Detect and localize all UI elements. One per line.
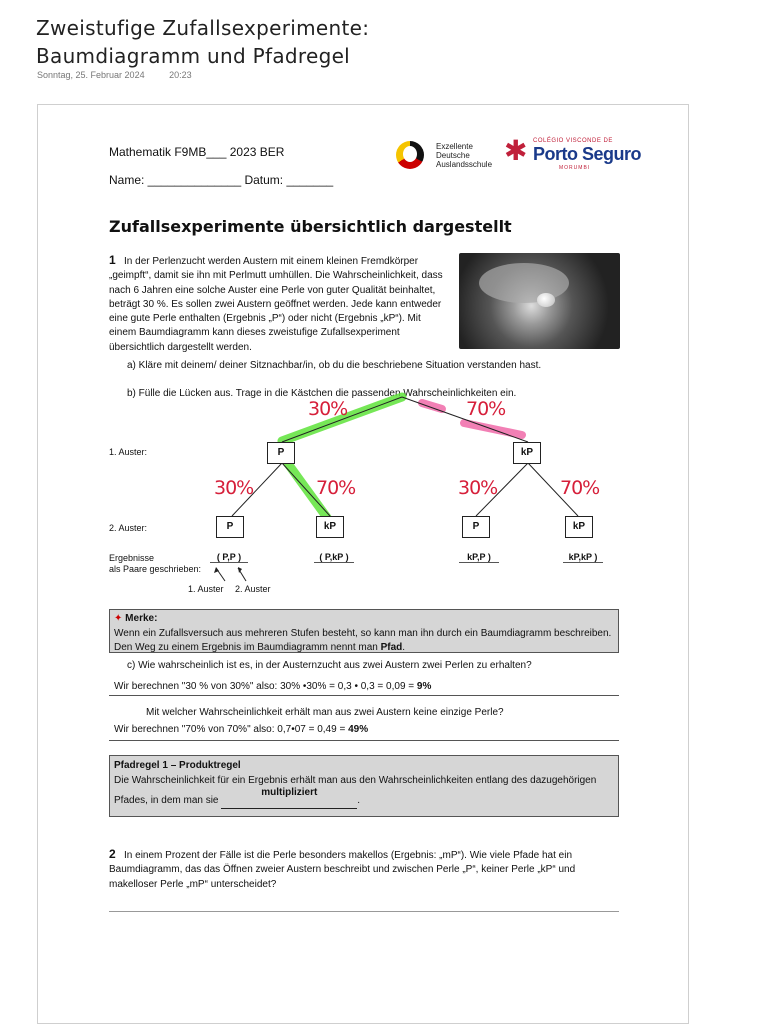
course-line: Mathematik F9MB___ 2023 BER [109,145,285,159]
page-date: Sonntag, 25. Februar 2024 [37,70,145,80]
logo-big-text: Porto Seguro [533,144,642,164]
label-first-oyster: 1. Auster: [109,447,148,457]
node-l2-p-kp: kP [316,516,344,538]
page-title-line2: Baumdiagramm und Pfadregel [36,44,351,68]
arrow-heads [214,567,242,573]
branch-root-kp [402,397,528,442]
task1-a: a) Kläre mit deinem/ deiner Sitznachbar/in, ob du die beschriebene Situation verstanden hast. [127,360,542,371]
logo-sub-text: MORUMBI [559,165,591,171]
eds-logo-line: Exzellente [436,142,473,151]
node-l1-kp: kP [513,442,541,464]
task1-text: In der Perlenzucht werden Austern mit einem kleinen Fremdkörper „geimpft“, damit sie ihn mit Perlmutt umhüllen. Die Wahrscheinlichkeit, dass nach 6 Jahren eine solche Auster eine Perle von guter Qualität beinhaltet, beträgt 30 %. Es sollen zwei Austern geöffnet werden. Jede kann entweder eine gute Perle enthalten (Ergebnis „P“) oder nicht (Ergebnis „kP“). Mit einem Baumdiagramm kann dieses zweistufige Zufallsexperiment übersichtlich dargestellt werden. [109,256,443,353]
pfadregel-line2-start: Pfades, in dem man sie [114,795,219,806]
answer-line-2 [109,740,619,741]
arrow-label-first: 1. Auster [188,584,224,594]
answer-line-3 [109,911,619,912]
hw-p-kp: 70% [316,477,356,499]
result-p-kp: ( P,kP ) [314,552,354,563]
pfadregel-box [109,755,619,817]
pfadregel-line1: Die Wahrscheinlichkeit für ein Ergebnis erhält man aus den Wahrscheinlichkeiten entlang des dazugehörigen [114,775,597,786]
result-kp-p: kP,P ) [459,552,499,563]
pfadregel-fill: multipliziert [261,787,318,798]
page-time: 20:23 [169,70,192,80]
task1-c-answer2 [114,723,368,737]
merke-bold: Pfad [380,642,403,653]
task2-number: 2 [109,847,116,861]
tree-branches [216,397,578,581]
hw-kp-p: 30% [458,477,498,499]
task1-b: b) Fülle die Lücken aus. Trage in die Kästchen die passenden Wahrscheinlichkeiten ein. [127,388,517,399]
worksheet-image [37,104,689,1024]
c-answer2-text: Wir berechnen "70% von 70%" also: 0,7•07 = 0,49 = [114,724,346,735]
task1-c-answer [114,680,431,694]
pfadregel-line2-end: . [357,795,361,806]
pfadregel-title: Pfadregel 1 – Produktregel [114,760,241,771]
logo-small-text: COLÉGIO VISCONDE DE [533,138,613,144]
task1-c-question: c) Wie wahrscheinlich ist es, in der Austernzucht aus zwei Austern zwei Perlen zu erhalten? [127,660,532,671]
merke-text: Wenn ein Zufallsversuch aus mehreren Stufen besteht, so kann man ihn durch ein Baumdiagramm beschreiben. Den Weg zu einem Ergebnis im Baumdiagramm nennt man [114,627,612,653]
worksheet-heading: Zufallsexperimente übersichtlich dargestellt [109,217,512,236]
page-title-line1: Zweistufige Zufallsexperimente: [36,16,370,40]
c-answer2-bold: 49% [348,724,369,735]
task1-number: 1 [109,253,116,267]
merke-box [109,609,619,653]
label-results [109,553,201,575]
eds-logo-line: Deutsche [436,151,470,160]
c-answer-text: Wir berechnen "30 % von 30%" also: 30% •30% = 0,3 • 0,3 = 0,09 = [114,681,415,692]
task2-paragraph [109,847,621,892]
node-l2-kp-p: P [462,516,490,538]
node-l1-p: P [267,442,295,464]
answer-line-1 [109,695,619,696]
hw-root-kp: 70% [466,398,506,420]
result-p-p: ( P,P ) [210,552,248,563]
tree-diagram [38,105,688,625]
label-results-line2: als Paare geschrieben: [109,564,202,574]
merke-end: . [402,642,406,653]
name-date-line: Name: ______________ Datum: _______ [109,173,334,187]
eds-logo-line: Auslandsschule [436,160,493,169]
node-l2-p-p: P [216,516,244,538]
pin-icon: ✦ [114,613,123,624]
hw-kp-kp: 70% [560,477,600,499]
hw-p-p: 30% [214,477,254,499]
result-kp-kp: kP,kP ) [563,552,603,563]
task1-c-question2: Mit welcher Wahrscheinlichkeit erhält man aus zwei Austern keine einzige Perle? [146,707,504,718]
c-answer-bold: 9% [416,681,432,692]
label-results-line1: Ergebnisse [109,553,155,563]
node-l2-kp-kp: kP [565,516,593,538]
page-meta [37,70,214,80]
page-title [36,14,369,70]
label-second-oyster: 2. Auster: [109,523,148,533]
porto-seguro-star-icon: ✱ [504,135,528,166]
task2-text: In einem Prozent der Fälle ist die Perle besonders makellos (Ergebnis: „mP“). Wie viele Pfade hat ein Baumdiagramm, das das Öffnen zweier Austern beschreibt und zwischen Perle „P“, keiner Perle „kP“ und makelloser Perle „mP“ unterscheidet? [109,850,576,890]
arrow-label-second: 2. Auster [235,584,271,594]
hw-root-p: 30% [308,398,348,420]
merke-title: Merke: [125,613,158,624]
